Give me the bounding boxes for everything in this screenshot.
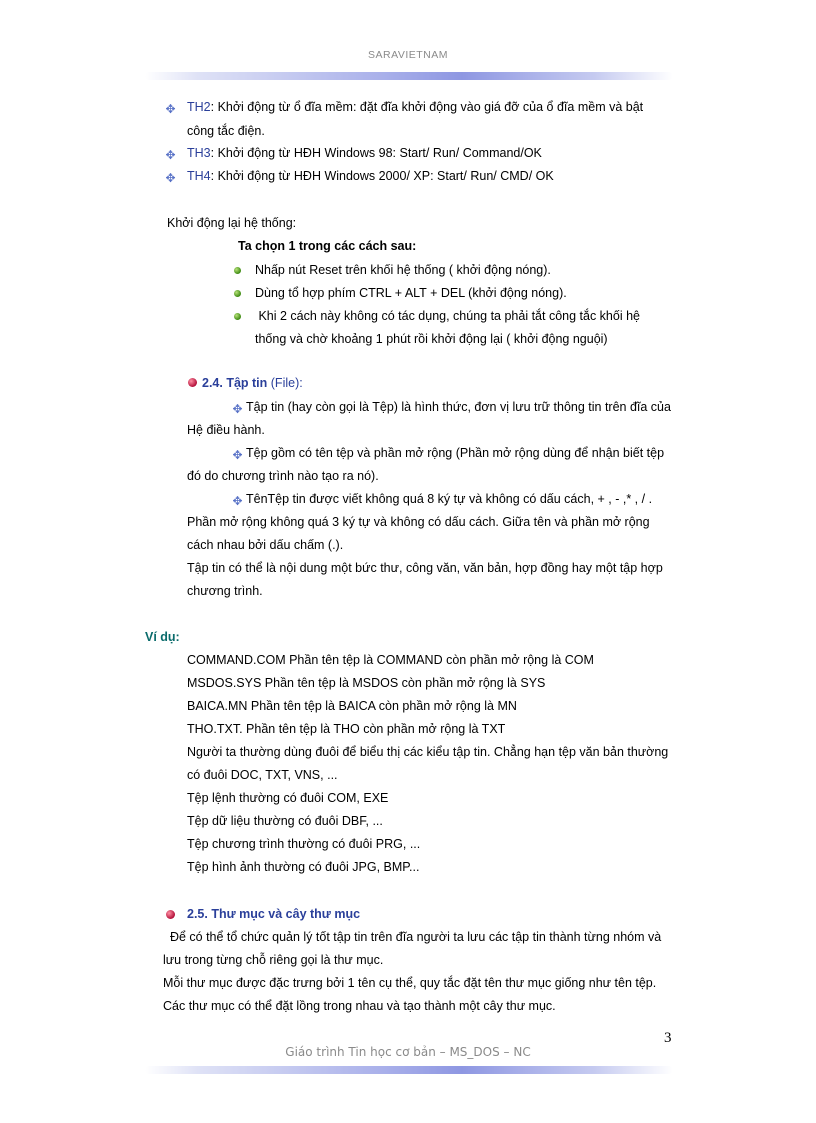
restart-item-3-cont: thống và chờ khoảng 1 phút rồi khởi động lại ( khởi động nguội) bbox=[255, 332, 608, 346]
example-line: Tệp hình ảnh thường có đuôi JPG, BMP... bbox=[187, 860, 420, 874]
header-divider bbox=[145, 72, 673, 80]
diamond-cross-icon: ✥ bbox=[165, 102, 176, 116]
example-label: Ví dụ: bbox=[145, 630, 180, 644]
case-th2-cont: công tắc điện. bbox=[187, 124, 265, 138]
restart-item-2: Dùng tổ hợp phím CTRL + ALT + DEL (khởi động nóng). bbox=[255, 286, 567, 300]
diamond-cross-icon: ✥ bbox=[165, 148, 176, 162]
section-25-line: Mỗi thư mục được đặc trưng bởi 1 tên cụ thể, quy tắc đặt tên thư mục giống như tên tệp. bbox=[163, 976, 657, 990]
example-line: Tệp dữ liệu thường có đuôi DBF, ... bbox=[187, 814, 383, 828]
section-24-p3: TênTệp tin được viết không quá 8 ký tự và không có dấu cách, + , - ,* , / . bbox=[246, 492, 653, 506]
case-th2: TH2: Khởi động từ ổ đĩa mềm: đặt đĩa khởi động vào giá đỡ của ổ đĩa mềm và bật bbox=[187, 100, 644, 114]
example-line: MSDOS.SYS Phần tên tệp là MSDOS còn phần mở rộng là SYS bbox=[187, 676, 546, 690]
restart-item-3: Khi 2 cách này không có tác dụng, chúng ta phải tắt công tắc khối hệ bbox=[255, 309, 640, 323]
green-ball-icon bbox=[234, 290, 241, 297]
section-24-p4-cont: chương trình. bbox=[187, 584, 263, 598]
diamond-cross-icon: ✥ bbox=[232, 494, 243, 508]
restart-heading: Khởi động lại hệ thống: bbox=[167, 216, 297, 230]
example-line: COMMAND.COM Phần tên tệp là COMMAND còn phần mở rộng là COM bbox=[187, 653, 594, 667]
diamond-cross-icon: ✥ bbox=[165, 171, 176, 185]
case-th3: TH3: Khởi động từ HĐH Windows 98: Start/ Run/ Command/OK bbox=[187, 146, 542, 160]
restart-item-1: Nhấp nút Reset trên khối hệ thống ( khởi động nóng). bbox=[255, 263, 551, 277]
red-ball-icon bbox=[188, 378, 197, 387]
footer-divider bbox=[145, 1066, 673, 1074]
section-25-line: lưu trong từng chỗ riêng gọi là thư mục. bbox=[163, 953, 384, 967]
section-24-p2-cont: đó do chương trình nào tạo ra nó). bbox=[187, 469, 379, 483]
section-24-p3-cont1: Phần mở rộng không quá 3 ký tự và không có dấu cách. Giữa tên và phần mở rộng bbox=[187, 515, 650, 529]
footer-text: Giáo trình Tin học cơ bản – MS_DOS – NC bbox=[285, 1045, 531, 1059]
example-line: Người ta thường dùng đuôi để biểu thị các kiểu tập tin. Chẳng hạn tệp văn bản thường bbox=[187, 745, 669, 759]
section-24-title: 2.4. Tập tin (File): bbox=[202, 376, 303, 390]
green-ball-icon bbox=[234, 267, 241, 274]
green-ball-icon bbox=[234, 313, 241, 320]
example-line: THO.TXT. Phần tên tệp là THO còn phần mở rộng là TXT bbox=[187, 722, 506, 736]
page-number: 3 bbox=[664, 1030, 672, 1046]
restart-subheading: Ta chọn 1 trong các cách sau: bbox=[238, 239, 417, 253]
header-brand: SARAVIETNAM bbox=[368, 49, 448, 61]
section-25-title: 2.5. Thư mục và cây thư mục bbox=[187, 907, 361, 921]
section-25-line: Các thư mục có thể đặt lồng trong nhau và tạo thành một cây thư mục. bbox=[163, 999, 556, 1013]
red-ball-icon bbox=[166, 910, 175, 919]
section-24-p1-cont: Hệ điều hành. bbox=[187, 423, 265, 437]
section-24-p4: Tập tin có thể là nội dung một bức thư, công văn, văn bản, hợp đồng hay một tập hợp bbox=[187, 561, 663, 575]
example-line: BAICA.MN Phần tên tệp là BAICA còn phần mở rộng là MN bbox=[187, 699, 517, 713]
example-line: Tệp chương trình thường có đuôi PRG, ... bbox=[187, 837, 421, 851]
case-th4: TH4: Khởi động từ HĐH Windows 2000/ XP: Start/ Run/ CMD/ OK bbox=[187, 169, 554, 183]
example-line: Tệp lệnh thường có đuôi COM, EXE bbox=[187, 791, 389, 805]
diamond-cross-icon: ✥ bbox=[232, 448, 243, 462]
example-line: có đuôi DOC, TXT, VNS, ... bbox=[187, 768, 338, 782]
section-25-line: Để có thể tổ chức quản lý tốt tập tin trên đĩa người ta lưu các tập tin thành từng nhóm và bbox=[163, 930, 662, 944]
section-24-p1: Tập tin (hay còn gọi là Tệp) là hình thức, đơn vị lưu trữ thông tin trên đĩa của bbox=[246, 400, 671, 414]
section-24-p2: Tệp gồm có tên tệp và phần mở rộng (Phần mở rộng dùng để nhận biết tệp bbox=[246, 446, 665, 460]
diamond-cross-icon: ✥ bbox=[232, 402, 243, 416]
section-24-p3-cont2: cách nhau bởi dấu chấm (.). bbox=[187, 538, 344, 552]
